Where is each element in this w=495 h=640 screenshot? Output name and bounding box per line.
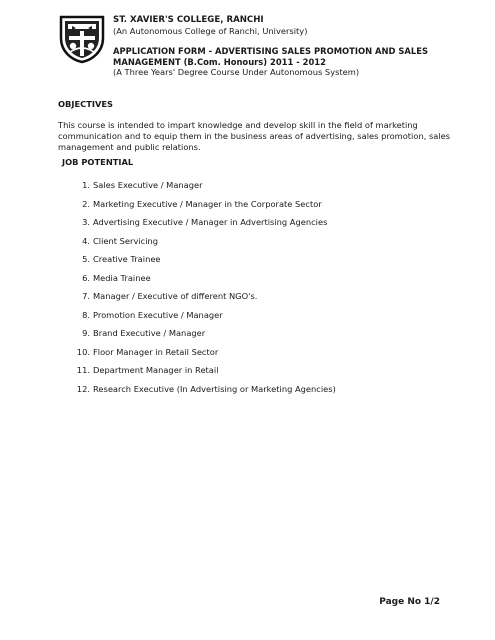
job-potential-heading: JOB POTENTIAL: [62, 157, 134, 167]
course-note: (A Three Years' Degree Course Under Autonomous System): [113, 67, 360, 77]
job-potential-list: [76, 180, 336, 402]
list-item: 12. Research Executive (In Advertising or Marketing Agencies): [76, 383, 336, 394]
list-item: 2. Marketing Executive / Manager in the Corporate Sector: [82, 198, 322, 209]
college-name: ST. XAVIER'S COLLEGE, RANCHI: [113, 15, 264, 25]
list-item: 6. Media Trainee: [82, 272, 151, 283]
list-item: 11. Department Manager in Retail: [76, 365, 219, 375]
list-item: 1. Sales Executive / Manager: [82, 180, 203, 190]
form-title-line-2: MANAGEMENT (B.Com. Honours) 2011 - 2012: [113, 56, 326, 67]
document-header: [113, 15, 473, 78]
list-item: 9. Brand Executive / Manager: [82, 328, 206, 338]
form-title-line-1: APPLICATION FORM - ADVERTISING SALES PROMOTION AND SALES: [113, 46, 428, 56]
list-item: 10. Floor Manager in Retail Sector: [76, 346, 219, 357]
objectives-heading: OBJECTIVES: [58, 99, 114, 109]
list-item: 7. Manager / Executive of different NGO's.: [82, 291, 258, 301]
page-number: Page No 1/2: [379, 597, 440, 607]
list-item: 8. Promotion Executive / Manager: [82, 309, 223, 320]
college-crest-icon: [58, 14, 106, 64]
form-title: [113, 46, 473, 67]
college-affiliation: (An Autonomous College of Ranchi, University): [113, 26, 308, 36]
list-item: 4. Client Servicing: [82, 235, 159, 246]
list-item: 5. Creative Trainee: [82, 254, 161, 264]
list-item: 3. Advertising Executive / Manager in Advertising Agencies: [82, 217, 328, 227]
objectives-text: This course is intended to impart knowledge and develop skill in the field of marketing communication and to equip them in the business areas of advertising, sales promotion, sales management and public relations.: [58, 120, 451, 152]
